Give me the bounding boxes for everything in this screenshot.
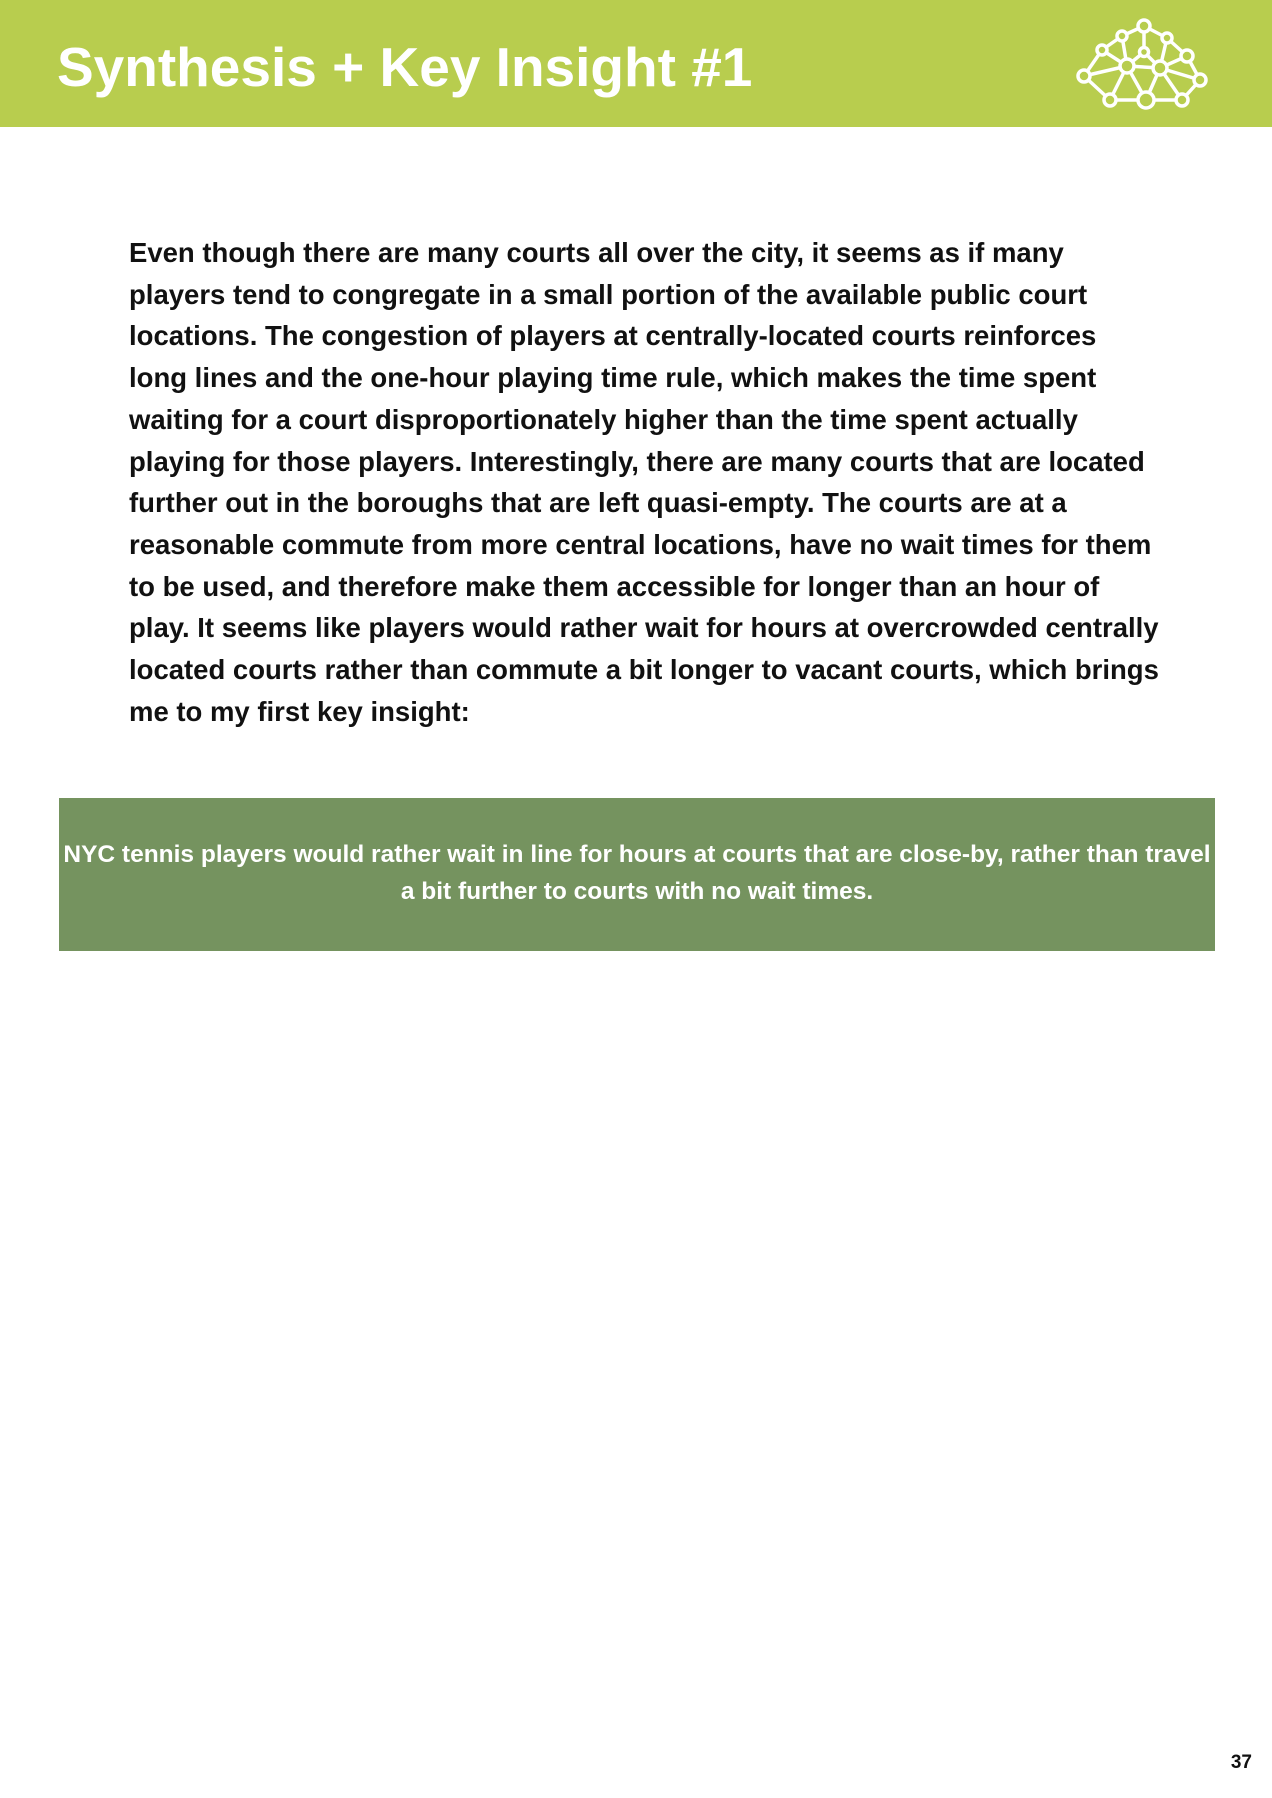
- network-nodes-icon: [1072, 16, 1214, 112]
- page-title: Synthesis + Key Insight #1: [57, 36, 753, 98]
- page-number: 37: [1230, 1752, 1252, 1773]
- page-header: [0, 0, 1272, 127]
- body-paragraph: Even though there are many courts all over the city, it seems as if many players tend to congregate in a small portion of the available public court locations. The congestion of players at centrally-located courts reinforces long lines and the one-hour playing time rule, which makes the time spent waiting for a court disproportionately higher than the time spent actually playing for those players. Interestingly, there are many courts that are located further out in the boroughs that are left quasi-empty. The courts are at a reasonable commute from more central locations, have no wait times for them to be used, and therefore make them accessible for longer than an hour of play. It seems like players would rather wait for hours at overcrowded centrally located courts rather than commute a bit longer to vacant courts, which brings me to my first key insight:: [129, 237, 1159, 727]
- key-insight-box: [59, 798, 1215, 951]
- key-insight-text: NYC tennis players would rather wait in line for hours at courts that are close-by, rather than travel a bit further to courts with no wait times.: [63, 841, 1211, 905]
